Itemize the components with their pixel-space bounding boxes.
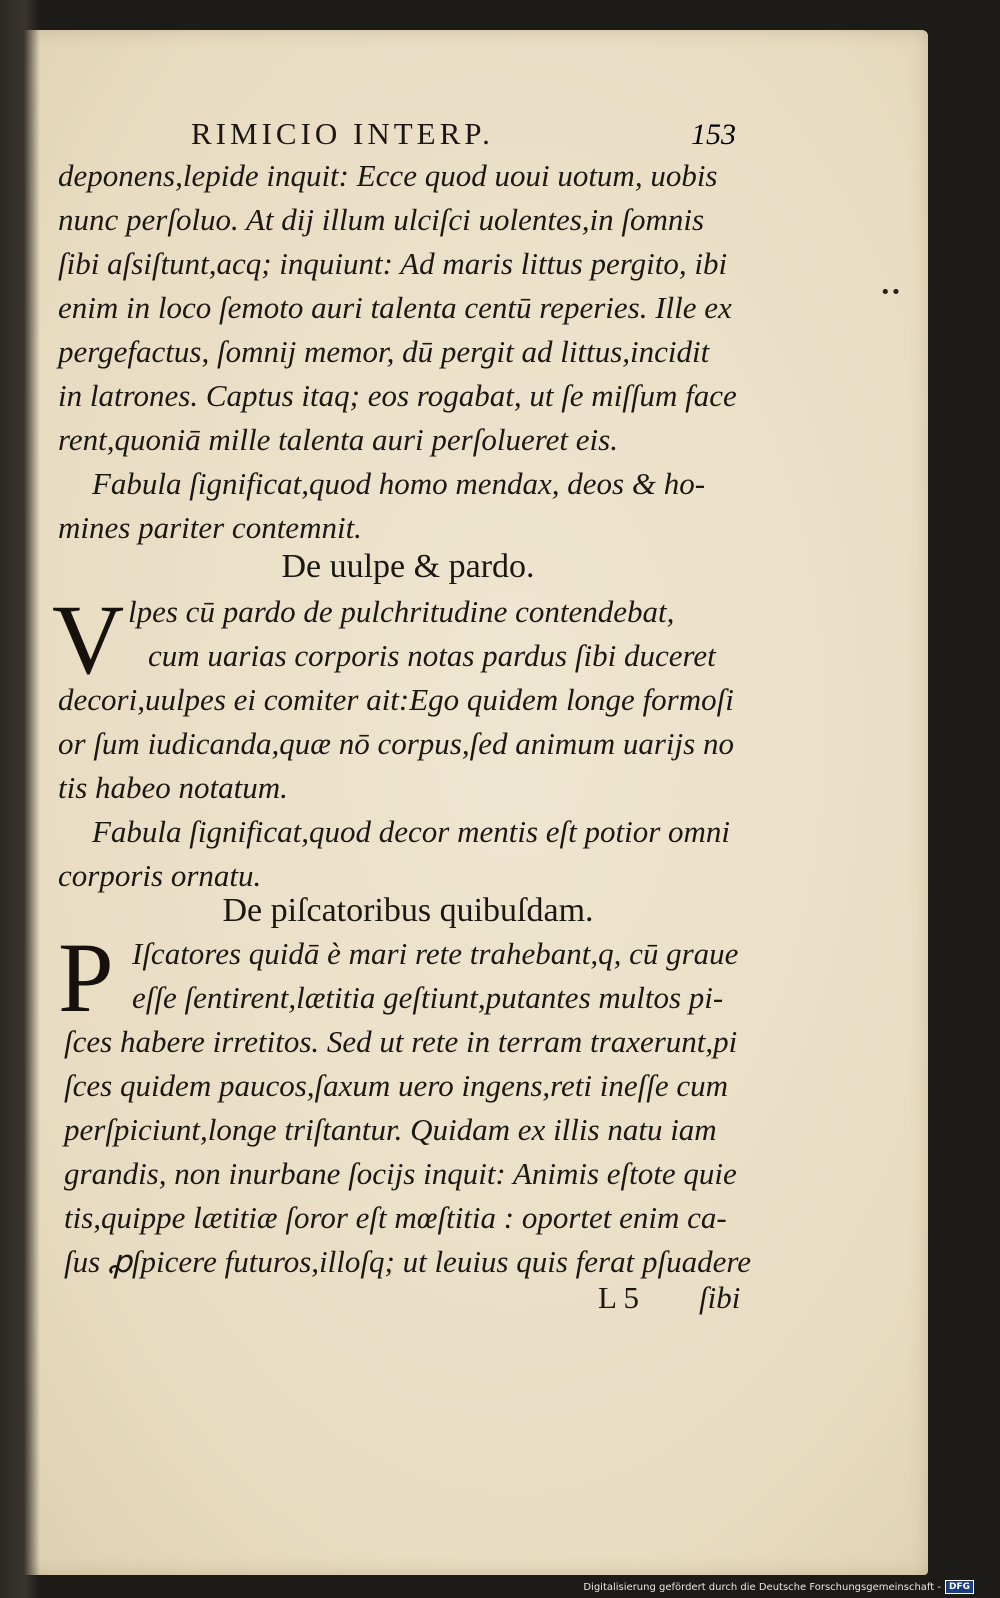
fable-title: De piſcatoribus quibuſdam. (222, 892, 594, 929)
text-line: ſces quidem paucos,ſaxum uero ingens,reti ineſſe cum (64, 1068, 729, 1103)
signature-mark: L 5 (598, 1280, 640, 1315)
fable-title: De uulpe & pardo. (281, 548, 535, 585)
moral-line: Fabula ſignificat,quod homo mendax, deos & ho- (92, 466, 706, 501)
text-line: pergefactus, ſomnij memor, dū pergit ad littus,incidit (58, 334, 710, 369)
text-line: lpes cū pardo de pulchritudine contendebat, (128, 594, 675, 629)
drop-initial: P (58, 922, 114, 1033)
funding-footer (583, 1580, 974, 1594)
moral-line: corporis ornatu. (58, 858, 262, 893)
text-line: decori,uulpes ei comiter ait:Ego quidem longe formoſi (58, 682, 734, 717)
catchword: ſibi (699, 1280, 741, 1315)
text-line: or ſum iudicanda,quæ nō corpus,ſed animum uarijs no (58, 726, 734, 761)
moral-line: Fabula ſignificat,quod decor mentis eſt potior omni (92, 814, 731, 849)
moral-line: mines pariter contemnit. (58, 510, 362, 545)
text-line: ſces habere irretitos. Sed ut rete in terram traxerunt,pi (64, 1024, 738, 1059)
drop-initial: V (52, 584, 125, 695)
text-line: tis habeo notatum. (58, 770, 288, 805)
text-line: enim in loco ſemoto auri talenta centū reperies. Ille ex (58, 290, 732, 325)
text-line: nunc perſoluo. At dij illum ulciſci uolentes,in ſomnis (58, 202, 705, 237)
book-page (6, 30, 928, 1575)
text-line: eſſe ſentirent,lætitia geſtiunt,putantes multos pi- (132, 980, 724, 1015)
text-line: tis,quippe lætitiæ ſoror eſt mœſtitia : oportet enim ca- (64, 1200, 727, 1235)
text-line: rent,quoniā mille talenta auri perſolueret eis. (58, 422, 618, 457)
margin-marks: •• (880, 282, 902, 303)
text-line: ſus ꝓſpicere futuros,illoſq; ut leuius quis ferat pſuadere (64, 1244, 752, 1279)
dfg-logo: DFG (945, 1580, 974, 1594)
text-line: perſpiciunt,longe triſtantur. Quidam ex illis natu iam (64, 1112, 717, 1147)
text-line: deponens,lepide inquit: Ecce quod uoui uotum, uobis (58, 158, 718, 193)
text-line: in latrones. Captus itaq; eos rogabat, ut ſe miſſum face (58, 378, 737, 413)
footer-text: Digitalisierung gefördert durch die Deutsche Forschungsgemeinschaft - (583, 1581, 941, 1593)
text-line: grandis, non inurbane ſocijs inquit: Animis eſtote quie (64, 1156, 737, 1191)
text-line: cum uarias corporis notas pardus ſibi duceret (148, 638, 716, 673)
running-head: RIMICIO INTERP. (191, 116, 494, 151)
page-number: 153 (691, 118, 736, 151)
text-line: Iſcatores quidā è mari rete trahebant,q, cū graue (132, 936, 739, 971)
text-line: ſibi aſsiſtunt,acq; inquiunt: Ad maris littus pergito, ibi (58, 246, 728, 281)
